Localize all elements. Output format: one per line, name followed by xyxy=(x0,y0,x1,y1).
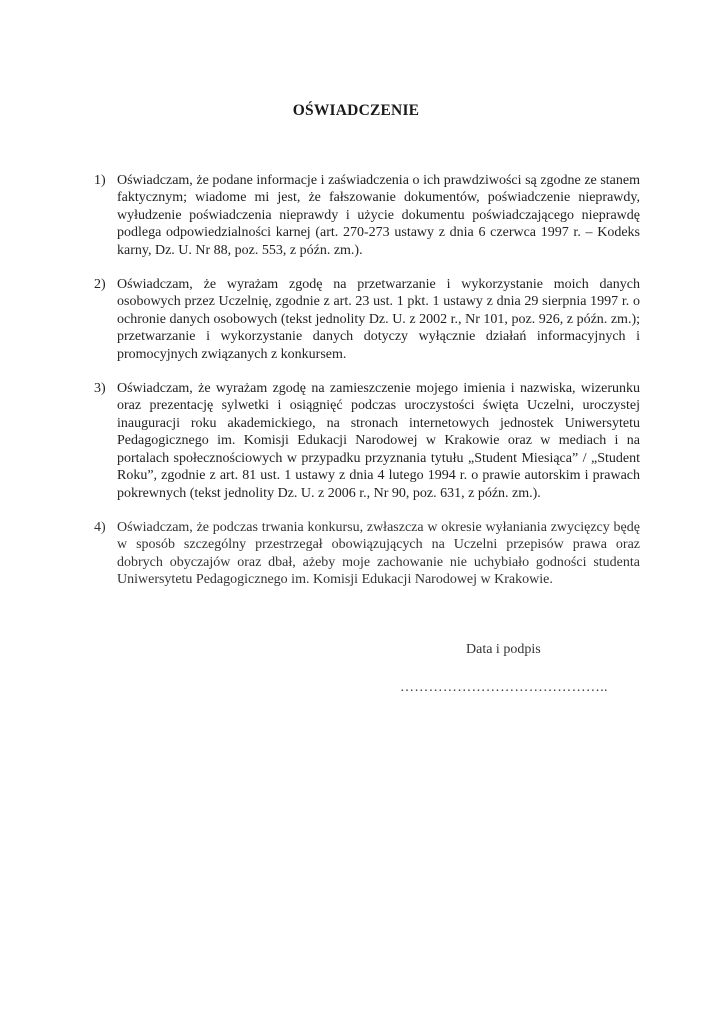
item-number: 4) xyxy=(94,519,106,535)
signature-label: Data i podpis xyxy=(466,642,541,657)
declaration-item-1 xyxy=(94,172,640,259)
declaration-item-2 xyxy=(94,276,640,363)
item-text: Oświadczam, że podczas trwania konkursu, zwłaszcza w okresie wyłaniania zwycięzcy będę w sposób szczególny przestrzegał obowiązujących na Uczelni przepisów prawa oraz dobrych obyczajów oraz dbał, ażeby moje zachowanie nie uchybiało godności studenta Uniwersytetu Pedagogicznego im. Komisji Edukacji Narodowej w Krakowie. xyxy=(117,519,640,588)
item-number: 2) xyxy=(94,277,106,293)
document-title: OŚWIADCZENIE xyxy=(292,102,420,119)
item-text: Oświadczam, że wyrażam zgodę na zamieszczenie mojego imienia i nazwiska, wizerunku oraz prezentację sylwetki i osiągnięć podczas uroczystości święta Uczelni, uroczystej inauguracji roku akademickiego, na stronach internetowych jednostek Uniwersytetu Pedagogicznego im. Komisji Edukacji Narodowej w Krakowie oraz w mediach i na portalach społecznościowych w przypadku przyznania tytułu „Student Miesiąca” / „Student Roku”, zgodnie z art. 81 ust. 1 ustawy z dnia 4 lutego 1994 r. o prawie autorskim i prawach pokrewnych (tekst jednolity Dz. U. z 2006 r., Nr 90, poz. 631, z późn. zm.). xyxy=(117,381,640,501)
item-number: 1) xyxy=(94,173,106,188)
declaration-item-4 xyxy=(94,519,640,589)
item-text: Oświadczam, że wyrażam zgodę na przetwarzanie i wykorzystanie moich danych osobowych przez Uczelnię, zgodnie z art. 23 ust. 1 pkt. 1 ustawy z dnia 29 sierpnia 1997 r. o ochronie danych osobowych (tekst jednolity Dz. U. z 2002 r., Nr 101, poz. 926, z późn. zm.); przetwarzanie i wykorzystanie danych dotyczy wyłącznie działań informacyjnych i promocyjnych związanych z konkursem. xyxy=(117,277,640,362)
item-number: 3) xyxy=(94,381,106,397)
signature-line: …………………………………….. xyxy=(400,680,608,695)
declaration-item-3 xyxy=(94,380,640,502)
declaration-list xyxy=(94,172,640,606)
item-text: Oświadczam, że podane informacje i zaświadczenia o ich prawdziwości są zgodne ze stanem faktycznym; wiadome mi jest, że fałszowanie dokumentów, poświadczenie nieprawdy, wyłudzenie poświadczenia nieprawdy i użycie dokumentu poświadczającego nieprawdę podlega odpowiedzialności karnej (art. 270-273 ustawy z dnia 6 czerwca 1997 r. – Kodeks karny, Dz. U. Nr 88, poz. 553, z późn. zm.). xyxy=(117,173,640,258)
